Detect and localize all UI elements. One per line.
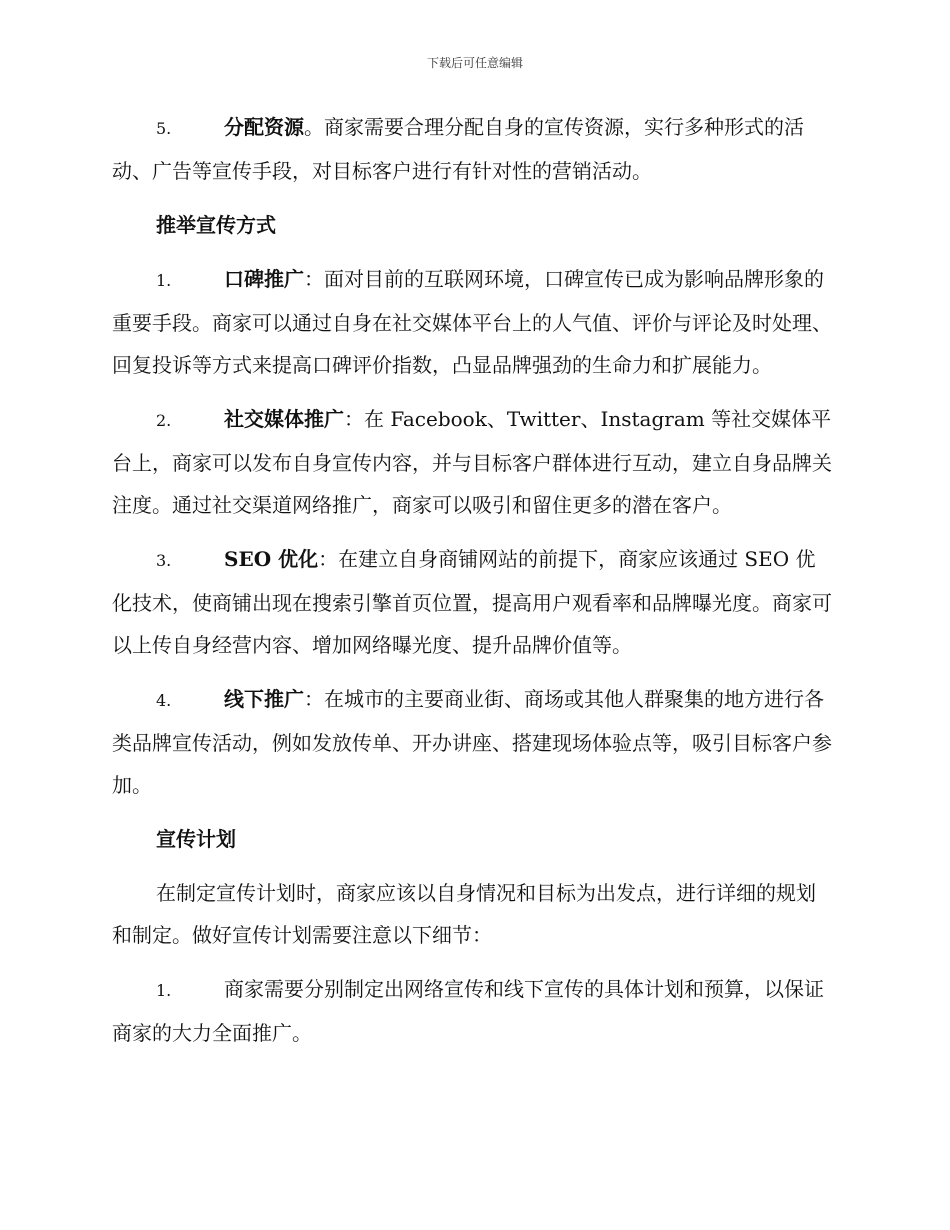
- item-body: ：在 Facebook、Twitter、Instagram 等社交媒体平台上，商家可以发布自身宣传内容，并与目标客户群体进行互动，建立自身品牌关注度。通过社交渠道网络推广，商家可以吸引和留住更多的潜在客户。: [112, 407, 832, 517]
- section-heading: 宣传计划: [156, 827, 236, 851]
- list-number: 1.: [156, 271, 172, 290]
- document-body: [112, 106, 832, 1066]
- list-number: 1.: [156, 981, 172, 1000]
- list-item: [112, 398, 832, 526]
- list-number: 3.: [156, 551, 172, 570]
- list-item: [112, 538, 832, 666]
- page-header: 下载后可任意编辑: [426, 56, 523, 70]
- item-title: 分配资源: [224, 115, 304, 139]
- list-number: 5.: [156, 119, 172, 138]
- item-body: ：面对目前的互联网环境，口碑宣传已成为影响品牌形象的重要手段。商家可以通过自身在社交媒体平台上的人气值、评价与评论及时处理、回复投诉等方式来提高口碑评价指数，凸显品牌强劲的生命力和扩展能力。: [112, 267, 832, 377]
- section-heading: 推举宣传方式: [156, 213, 276, 237]
- item-body: ：在城市的主要商业街、商场或其他人群聚集的地方进行各类品牌宣传活动，例如发放传单、开办讲座、搭建现场体验点等，吸引目标客户参加。: [112, 687, 832, 797]
- list-item: [112, 678, 832, 806]
- item-body: ：在建立自身商铺网站的前提下，商家应该通过 SEO 优化技术，使商铺出现在搜索引擎首页位置，提高用户观看率和品牌曝光度。商家可以上传自身经营内容、增加网络曝光度、提升品牌价值等。: [112, 547, 832, 657]
- list-number: 4.: [156, 691, 172, 710]
- item-body: 商家需要分别制定出网络宣传和线下宣传的具体计划和预算，以保证商家的大力全面推广。: [112, 977, 824, 1045]
- item-title: 口碑推广: [224, 267, 304, 291]
- list-item: [112, 258, 832, 386]
- list-number: 2.: [156, 411, 172, 430]
- item-title: 线下推广: [224, 687, 304, 711]
- list-item: [112, 968, 832, 1054]
- paragraph: 在制定宣传计划时，商家应该以自身情况和目标为出发点，进行详细的规划和制定。做好宣传计划需要注意以下细节：: [112, 881, 816, 947]
- list-item: [112, 106, 832, 192]
- item-title: 社交媒体推广: [224, 407, 344, 431]
- item-title: SEO 优化: [224, 547, 319, 571]
- item-body: 。商家需要合理分配自身的宣传资源，实行多种形式的活动、广告等宣传手段，对目标客户进行有针对性的营销活动。: [112, 115, 804, 183]
